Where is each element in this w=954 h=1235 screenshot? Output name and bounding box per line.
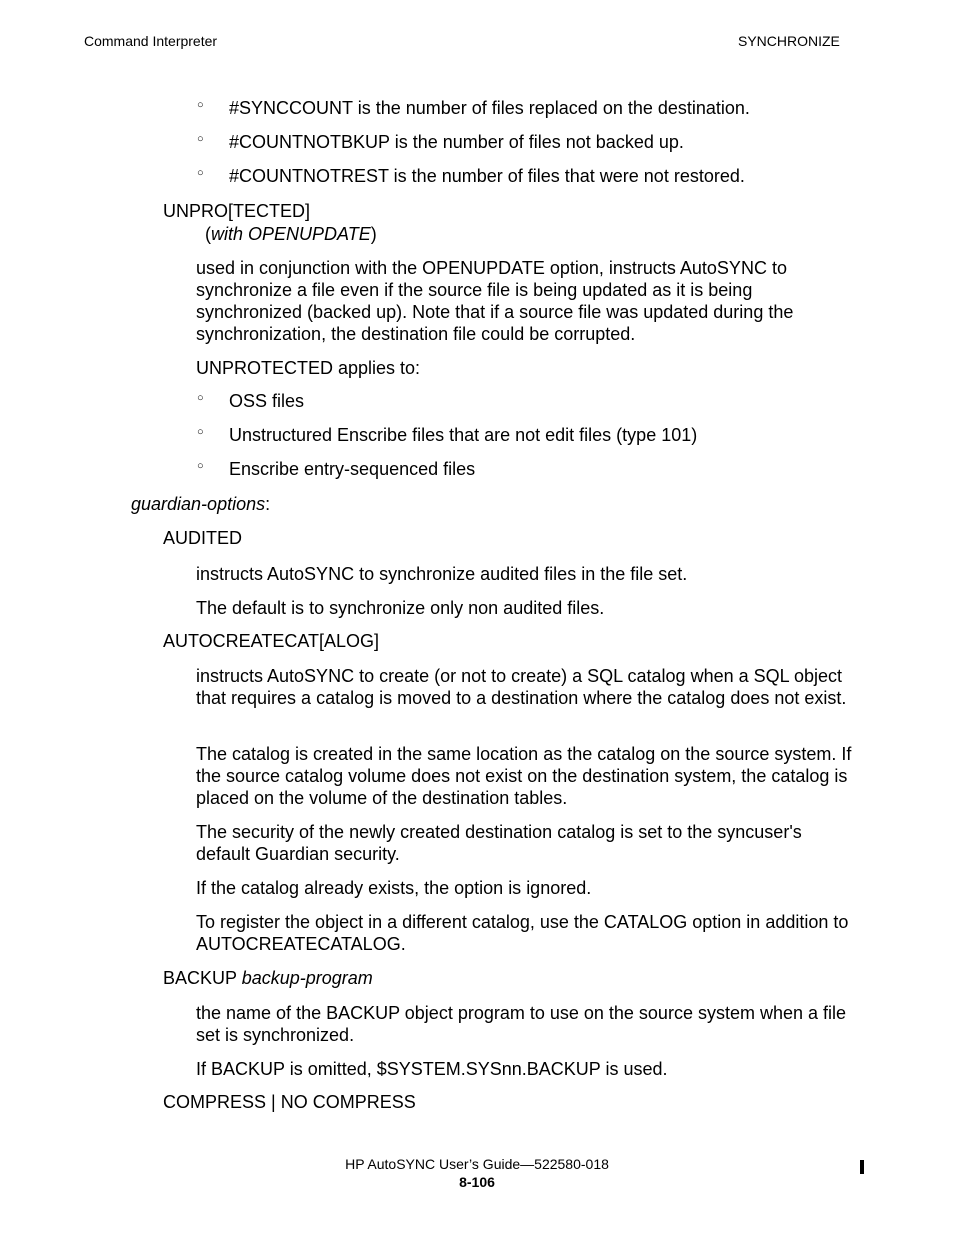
autocreate-location: The catalog is created in the same location as the catalog on the source system. If the source catalog volume does not exist on the destination system, the catalog is placed on the volume of the destination tables.: [196, 744, 852, 808]
bullet-entry-sequenced: Enscribe entry-sequenced files: [229, 459, 476, 479]
backup-description: the name of the BACKUP object program to use on the source system when a file set is synchronized.: [196, 1003, 847, 1045]
autocreate-exists: If the catalog already exists, the option is ignored.: [196, 878, 592, 898]
term-unprotected: UNPRO[TECTED]: [163, 201, 311, 221]
bullet-synccount: #SYNCCOUNT is the number of files replaced on the destination.: [229, 98, 750, 118]
backup-default: If BACKUP is omitted, $SYSTEM.SYSnn.BACKUP is used.: [196, 1059, 668, 1079]
bullet-icon: ○: [197, 426, 204, 438]
autocreate-security: The security of the newly created destination catalog is set to the syncuser's default Guardian security.: [196, 822, 802, 864]
term-unprotected-qualifier: (with OPENUPDATE): [205, 224, 377, 244]
unprotected-applies: UNPROTECTED applies to:: [196, 358, 421, 378]
unprotected-description: used in conjunction with the OPENUPDATE option, instructs AutoSYNC to synchronize a file even if the source file is being updated as it is being synchronized (backed up). Note that if a source file was updated during the synchronization, the destination file could be corrupted.: [196, 258, 794, 344]
term-audited: AUDITED: [163, 528, 243, 548]
term-backup: BACKUP backup-program: [163, 968, 373, 988]
bullet-icon: ○: [197, 133, 204, 145]
bullet-icon: ○: [197, 392, 204, 404]
change-bar: [860, 1160, 864, 1174]
running-header-right: SYNCHRONIZE: [738, 33, 840, 49]
bullet-countnotbkup: #COUNTNOTBKUP is the number of files not backed up.: [229, 132, 684, 152]
autocreate-description: instructs AutoSYNC to create (or not to create) a SQL catalog when a SQL object that requires a catalog is moved to a destination where the catalog does not exist.: [196, 666, 847, 708]
audited-description: instructs AutoSYNC to synchronize audited files in the file set.: [196, 564, 688, 584]
guardian-options-heading: guardian-options:: [131, 494, 271, 514]
running-header-left: Command Interpreter: [84, 33, 218, 49]
term-compress: COMPRESS | NO COMPRESS: [163, 1092, 416, 1112]
bullet-oss-files: OSS files: [229, 391, 305, 411]
bullet-icon: ○: [197, 167, 204, 179]
audited-default: The default is to synchronize only non audited files.: [196, 598, 605, 618]
page-number: 8-106: [459, 1174, 495, 1190]
bullet-unstructured-enscribe: Unstructured Enscribe files that are not edit files (type 101): [229, 425, 698, 445]
footer-title: HP AutoSYNC User’s Guide—522580-018: [345, 1156, 609, 1172]
bullet-icon: ○: [197, 99, 204, 111]
term-autocreatecatalog: AUTOCREATECAT[ALOG]: [163, 631, 380, 651]
autocreate-register: To register the object in a different catalog, use the CATALOG option in addition to AUTOCREATECATALOG.: [196, 912, 849, 954]
bullet-icon: ○: [197, 460, 204, 472]
bullet-countnotrest: #COUNTNOTREST is the number of files that were not restored.: [229, 166, 745, 186]
